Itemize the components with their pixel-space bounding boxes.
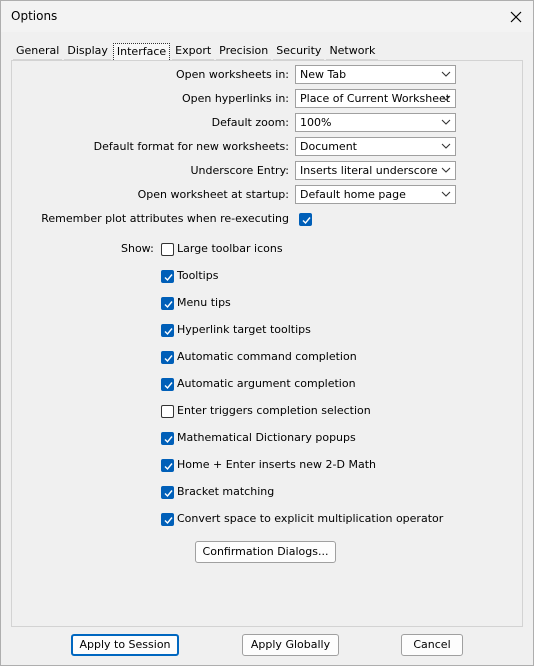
checkmark-icon [163, 380, 174, 391]
chevron-down-icon [441, 117, 451, 127]
tab-label: Export [175, 44, 212, 57]
chevron-down-icon [441, 93, 451, 103]
show-option-label: Bracket matching [177, 485, 275, 498]
checkmark-icon [163, 488, 174, 499]
window-title: Options [11, 9, 58, 23]
show-option-checkbox[interactable] [161, 513, 174, 526]
select-value: Inserts literal underscore [300, 164, 438, 177]
select-value: New Tab [300, 68, 347, 81]
close-button[interactable] [499, 1, 533, 32]
show-option-label: Hyperlink target tooltips [177, 323, 311, 336]
checkmark-icon [163, 434, 174, 445]
open-at-startup-label: Open worksheet at startup: [137, 188, 289, 201]
show-option-label: Convert space to explicit multiplication operator [177, 512, 444, 525]
select-value: 100% [300, 116, 332, 129]
remember-plot-checkbox[interactable] [299, 213, 312, 226]
title-bar [1, 1, 533, 32]
checkmark-icon [163, 461, 174, 472]
default-zoom-label: Default zoom: [211, 116, 289, 129]
open-hyperlinks-label: Open hyperlinks in: [181, 92, 289, 105]
chevron-down-icon [441, 141, 451, 151]
tab-security[interactable] [273, 43, 324, 60]
tab-precision[interactable] [216, 43, 271, 60]
checkmark-icon [163, 353, 174, 364]
checkmark-icon [301, 215, 312, 226]
checkmark-icon [163, 515, 174, 526]
show-option-checkbox[interactable] [161, 243, 174, 256]
select-value: Default home page [300, 188, 406, 201]
show-option-label: Menu tips [177, 296, 231, 309]
apply-to-session-button[interactable]: Apply to Session [71, 634, 179, 656]
show-option-label: Tooltips [177, 269, 219, 282]
open-at-startup-select[interactable] [295, 185, 456, 204]
tab-label: Interface [116, 45, 167, 58]
show-option-checkbox[interactable] [161, 351, 174, 364]
show-option-label: Automatic command completion [177, 350, 357, 363]
show-option-checkbox[interactable] [161, 297, 174, 310]
tab-export[interactable] [172, 43, 214, 60]
cancel-button[interactable]: Cancel [401, 634, 463, 656]
show-option-label: Mathematical Dictionary popups [177, 431, 356, 444]
chevron-down-icon [441, 165, 451, 175]
checkmark-icon [163, 272, 174, 283]
underscore-entry-select[interactable] [295, 161, 456, 180]
select-value: Place of Current Worksheet [300, 92, 451, 105]
show-option-label: Automatic argument completion [177, 377, 356, 390]
show-option-checkbox[interactable] [161, 378, 174, 391]
tab-interface[interactable] [113, 43, 170, 60]
default-zoom-select[interactable] [295, 113, 456, 132]
show-option-checkbox[interactable] [161, 405, 174, 418]
open-worksheets-select[interactable] [295, 65, 456, 84]
underscore-entry-label: Underscore Entry: [190, 164, 289, 177]
show-option-checkbox[interactable] [161, 270, 174, 283]
tab-display[interactable] [64, 43, 111, 60]
show-option-checkbox[interactable] [161, 486, 174, 499]
confirmation-dialogs-button[interactable]: Confirmation Dialogs... [195, 541, 336, 563]
tab-label: Display [67, 44, 108, 57]
tab-label: Precision [219, 44, 269, 57]
select-value: Document [300, 140, 357, 153]
show-label: Show: [121, 242, 154, 255]
tab-label: Security [276, 44, 322, 57]
open-worksheets-label: Open worksheets in: [175, 68, 289, 81]
open-hyperlinks-select[interactable] [295, 89, 456, 108]
show-option-label: Enter triggers completion selection [177, 404, 371, 417]
show-option-checkbox[interactable] [161, 432, 174, 445]
tab-bar [13, 42, 380, 60]
close-icon [510, 11, 522, 23]
show-option-checkbox[interactable] [161, 324, 174, 337]
tab-network[interactable] [326, 43, 378, 60]
apply-globally-button[interactable]: Apply Globally [242, 634, 339, 656]
checkmark-icon [163, 326, 174, 337]
tab-general[interactable] [13, 43, 62, 60]
chevron-down-icon [441, 189, 451, 199]
tab-label: General [16, 44, 60, 57]
chevron-down-icon [441, 69, 451, 79]
default-format-label: Default format for new worksheets: [93, 140, 289, 153]
show-option-checkbox[interactable] [161, 459, 174, 472]
show-option-label: Home + Enter inserts new 2-D Math [177, 458, 376, 471]
remember-plot-label: Remember plot attributes when re-executing [41, 212, 289, 225]
checkmark-icon [163, 299, 174, 310]
tab-label: Network [329, 44, 376, 57]
default-format-select[interactable] [295, 137, 456, 156]
show-option-label: Large toolbar icons [177, 242, 283, 255]
